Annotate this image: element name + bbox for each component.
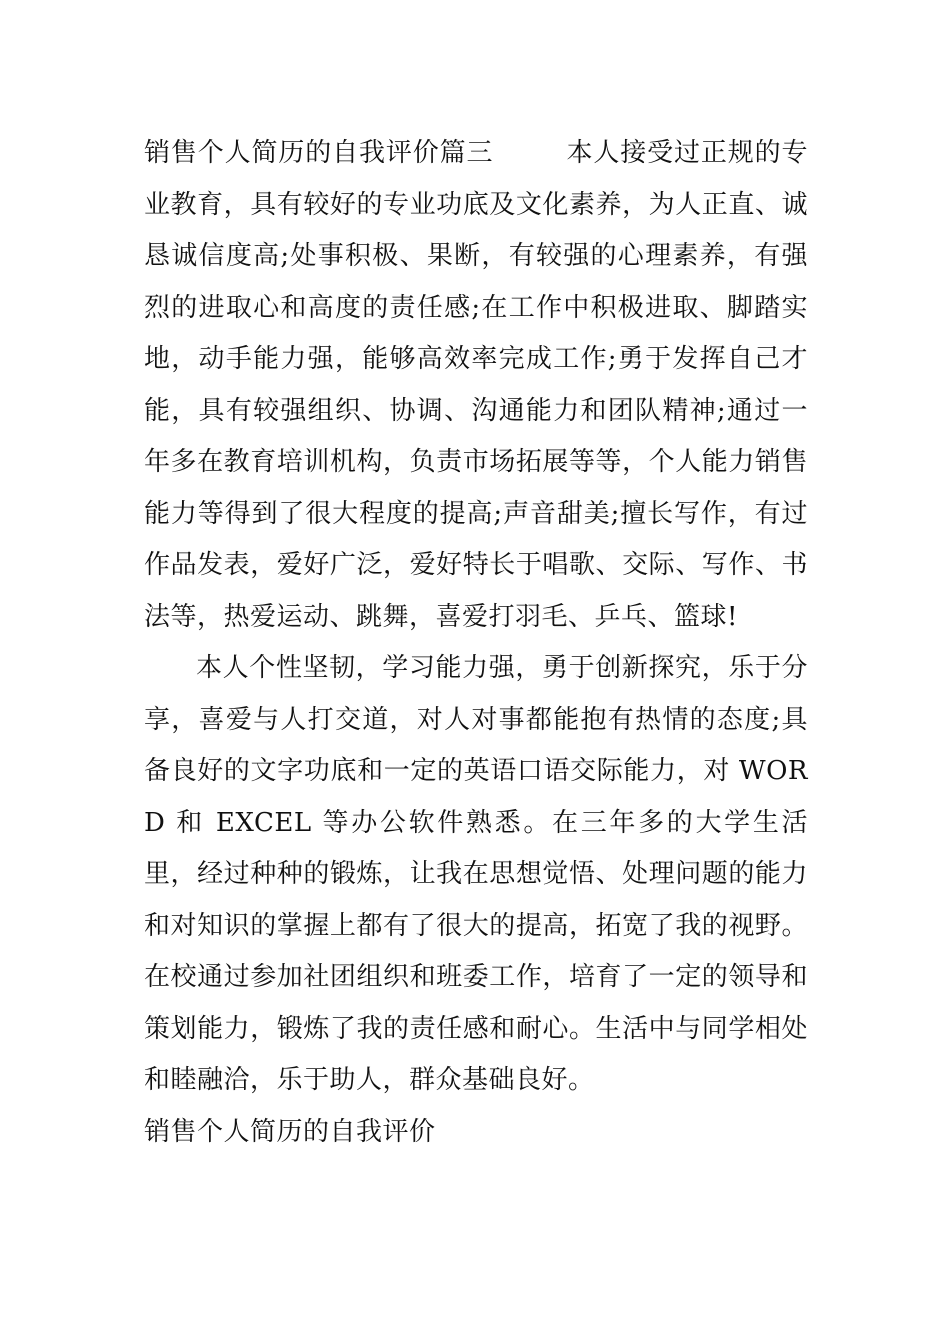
document-body: [144, 128, 808, 1158]
paragraph-3-heading: 销售个人简历的自我评价: [144, 1116, 436, 1147]
paragraph-2: 本人个性坚韧，学习能力强，勇于创新探究，乐于分享，喜爱与人打交道，对人对事都能抱有热情的态度;具备良好的文字功底和一定的英语口语交际能力，对 WORD 和 EXCEL 等办公软件熟悉。在三年多的大学生活里，经过种种的锻炼，让我在思想觉悟、处理问题的能力和对知识的掌握上都有了很大的提高，拓宽了我的视野。在校通过参加社团组织和班委工作，培育了一定的领导和策划能力，锻炼了我的责任感和耐心。生活中与同学相处和睦融洽，乐于助人，群众基础良好。: [144, 653, 808, 1095]
paragraph-1: 销售个人简历的自我评价篇三 本人接受过正规的专业教育，具有较好的专业功底及文化素养，为人正直、诚恳诚信度高;处事积极、果断，有较强的心理素养，有强烈的进取心和高度的责任感;在工作中积极进取、脚踏实地，动手能力强，能够高效率完成工作;勇于发挥自己才能，具有较强组织、协调、沟通能力和团队精神;通过一年多在教育培训机构，负责市场拓展等等，个人能力销售能力等得到了很大程度的提高;声音甜美;擅长写作，有过作品发表，爱好广泛，爱好特长于唱歌、交际、写作、书法等，热爱运动、跳舞，喜爱打羽毛、乒乓、篮球!: [144, 138, 808, 632]
